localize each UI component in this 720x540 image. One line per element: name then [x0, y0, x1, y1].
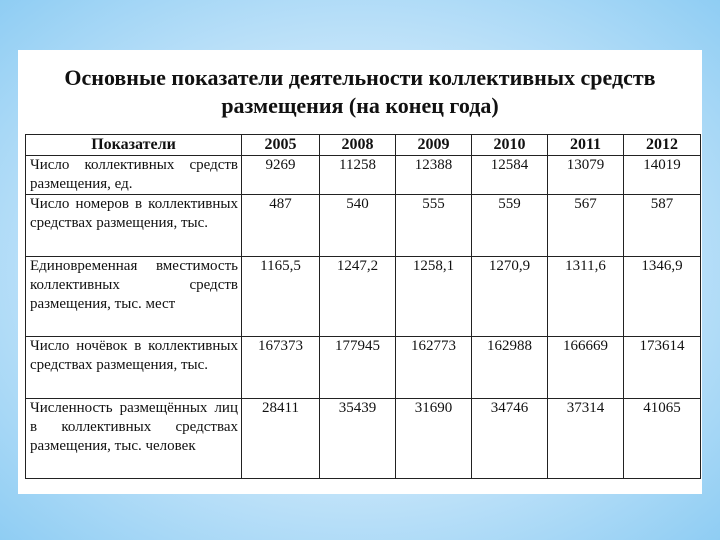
header-cell-year: 2009	[396, 135, 472, 156]
title-line-1: Основные показатели деятельности коллективных средств	[64, 65, 656, 90]
table-cell: 35439	[320, 399, 396, 479]
header-cell-indicator: Показатели	[26, 135, 242, 156]
table-header-row	[26, 135, 701, 156]
title-line-2: размещения (на конец года)	[221, 93, 499, 118]
table-cell: 14019	[624, 156, 701, 195]
table-cell: 587	[624, 195, 701, 257]
indicators-table	[25, 134, 701, 479]
row-label: Число коллективных средств размещения, ед.	[26, 156, 242, 195]
table-cell: 37314	[548, 399, 624, 479]
row-label: Численность размещённых лиц в коллективных средствах размещения, тыс. человек	[26, 399, 242, 479]
table-cell: 41065	[624, 399, 701, 479]
table-cell: 540	[320, 195, 396, 257]
table-cell: 166669	[548, 337, 624, 399]
table-row	[26, 399, 701, 479]
table-cell: 162773	[396, 337, 472, 399]
table-row	[26, 156, 701, 195]
table-cell: 12388	[396, 156, 472, 195]
table-cell: 173614	[624, 337, 701, 399]
table-cell: 567	[548, 195, 624, 257]
table-cell: 1165,5	[242, 257, 320, 337]
table-cell: 9269	[242, 156, 320, 195]
table-cell: 1311,6	[548, 257, 624, 337]
row-label: Единовременная вместимость коллективных средств размещения, тыс. мест	[26, 257, 242, 337]
table-cell: 487	[242, 195, 320, 257]
table-cell: 162988	[472, 337, 548, 399]
table-cell: 555	[396, 195, 472, 257]
row-label: Число ночёвок в коллективных средствах размещения, тыс.	[26, 337, 242, 399]
table-cell: 28411	[242, 399, 320, 479]
table-cell: 1270,9	[472, 257, 548, 337]
table-cell: 1247,2	[320, 257, 396, 337]
header-cell-year: 2011	[548, 135, 624, 156]
table-cell: 11258	[320, 156, 396, 195]
table-cell: 559	[472, 195, 548, 257]
table-cell: 1346,9	[624, 257, 701, 337]
table-cell: 167373	[242, 337, 320, 399]
table-cell: 13079	[548, 156, 624, 195]
table-row	[26, 257, 701, 337]
document-title	[18, 64, 702, 120]
document-sheet	[18, 50, 702, 494]
table-cell: 34746	[472, 399, 548, 479]
header-cell-year: 2008	[320, 135, 396, 156]
table-row	[26, 337, 701, 399]
table-row	[26, 195, 701, 257]
header-cell-year: 2005	[242, 135, 320, 156]
table-cell: 12584	[472, 156, 548, 195]
row-label: Число номеров в коллективных средствах размещения, тыс.	[26, 195, 242, 257]
header-cell-year: 2012	[624, 135, 701, 156]
header-cell-year: 2010	[472, 135, 548, 156]
table-cell: 177945	[320, 337, 396, 399]
table-cell: 1258,1	[396, 257, 472, 337]
table-cell: 31690	[396, 399, 472, 479]
